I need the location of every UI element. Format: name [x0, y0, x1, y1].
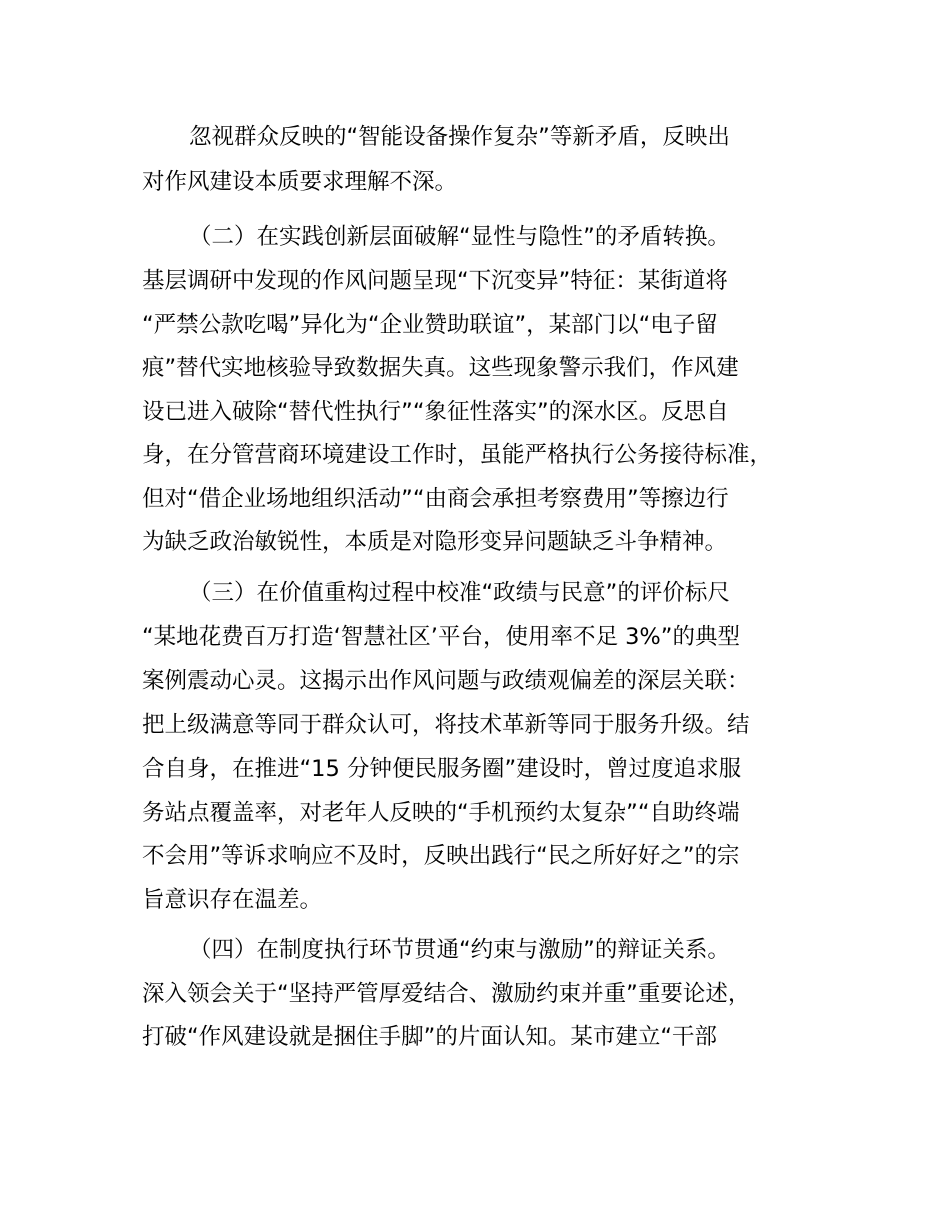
text-line: “严禁公款吃喝”异化为“企业赞助联谊”，某部门以“电子留 [142, 312, 718, 338]
text-line: （四）在制度执行环节贯通“约束与激励”的辩证关系。 [189, 937, 730, 963]
text-line: 务站点覆盖率，对老年人反映的“手机预约太复杂”“自助终端 [142, 800, 740, 826]
text-line: 身，在分管营商环境建设工作时，虽能严格执行公务接待标准， [142, 442, 773, 468]
text-line: “某地花费百万打造‘智慧社区’平台，使用率不足 3%”的典型 [142, 624, 740, 650]
text-line: 痕”替代实地核验导致数据失真。这些现象警示我们，作风建 [142, 355, 739, 381]
text-line: 对作风建设本质要求理解不深。 [142, 169, 458, 195]
text-line: （三）在价值重构过程中校准“政绩与民意”的评价标尺 [189, 580, 730, 606]
text-line: 把上级满意等同于群众认可，将技术革新等同于服务升级。结 [142, 712, 750, 738]
text-line: 忽视群众反映的“智能设备操作复杂”等新矛盾，反映出 [189, 124, 730, 150]
text-line: 案例震动心灵。这揭示出作风问题与政绩观偏差的深层关联： [142, 668, 750, 694]
text-line: 合自身，在推进“15 分钟便民服务圈”建设时，曾过度追求服 [142, 756, 742, 782]
text-line: 基层调研中发现的作风问题呈现“下沉变异”特征：某街道将 [142, 268, 728, 294]
text-line: 设已进入破除“替代性执行”“象征性落实”的深水区。反思自 [142, 399, 729, 425]
text-line: 打破“作风建设就是捆住手脚”的片面认知。某市建立“干部 [142, 1024, 717, 1050]
text-line: 但对“借企业场地组织活动”“由商会承担考察费用”等擦边行 [142, 486, 729, 512]
text-line: 旨意识存在温差。 [142, 887, 323, 913]
text-line: （二）在实践创新层面破解“显性与隐性”的矛盾转换。 [189, 224, 730, 250]
text-line: 为缺乏政治敏锐性，本质是对隐形变异问题缺乏斗争精神。 [142, 529, 728, 555]
text-line: 深入领会关于“坚持严管厚爱结合、激励约束并重”重要论述， [142, 981, 751, 1007]
text-line: 不会用”等诉求响应不及时，反映出践行“民之所好好之”的宗 [142, 843, 740, 869]
